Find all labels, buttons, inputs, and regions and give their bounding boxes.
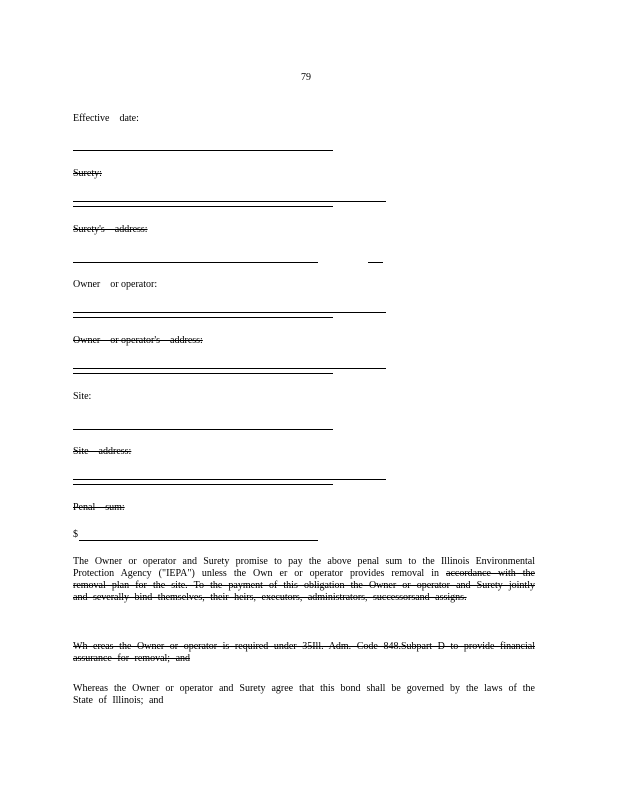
- site-address-line-2: [73, 484, 333, 485]
- site-line: [73, 429, 333, 430]
- penal-sum-line: [79, 540, 318, 541]
- owner-operator-address-label: Owner or operator's address:: [73, 335, 203, 346]
- owner-operator-line-1: [73, 312, 386, 313]
- owner-operator-label: Owner or operator:: [73, 279, 158, 290]
- site-address-line-1: [73, 479, 386, 480]
- effective-date-label: Effective date:: [73, 113, 139, 124]
- surety-line-2: [73, 206, 333, 207]
- effective-date-line: [73, 150, 333, 151]
- site-address-label: Site address:: [73, 446, 132, 457]
- paragraph-promise: [73, 556, 535, 604]
- owner-operator-address-line-2: [73, 373, 333, 374]
- paragraph-promise-struck-text: accordance with the removal plan for the site. To the payment of this obligation the Owner or operator and Surety jointly and severally bind themselves, their heirs, executors, administrators, successorsand assigns.: [73, 568, 535, 603]
- paragraph-whereas-required: Wh ereas the Owner or operator is required under 35Ill. Adm. Code 848.Subpart D to provide financial assurance for removal; and: [73, 641, 535, 664]
- page-number: 79: [301, 72, 311, 83]
- site-label: Site:: [73, 391, 92, 402]
- surety-label: Surety:: [73, 168, 102, 179]
- paragraph-promise-text: The Owner or operator and Surety promise to pay the above penal sum to the Illinois Environmental Protection Agency ("IEPA") unless the Own er or operator provides removal in: [73, 556, 535, 579]
- owner-operator-address-line-1: [73, 368, 386, 369]
- owner-operator-line-2: [73, 317, 333, 318]
- penal-sum-label: Penal sum:: [73, 502, 125, 513]
- dollar-sign: $: [73, 529, 78, 540]
- surety-address-line: [73, 262, 318, 263]
- surety-address-short-line: [368, 262, 383, 263]
- surety-line-1: [73, 201, 386, 202]
- paragraph-whereas-agree: Whereas the Owner or operator and Surety agree that this bond shall be governed by the laws of the State of Illinois; and: [73, 683, 535, 706]
- surety-address-label: Surety's address:: [73, 224, 148, 235]
